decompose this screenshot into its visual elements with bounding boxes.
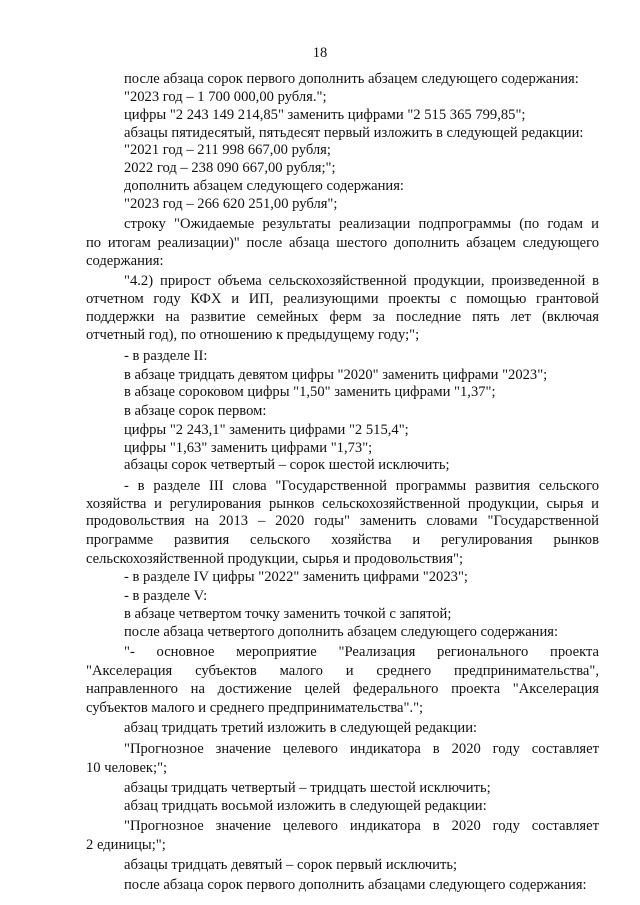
text-line: после абзаца четвертого дополнить абзацем следующего содержания: xyxy=(124,624,559,640)
text-line: 2022 год – 238 090 667,00 рубля;"; xyxy=(124,160,336,176)
text-line: "- основное мероприятие "Реализация регионального проекта xyxy=(124,644,599,660)
text-line: - в разделе IV цифры "2022" заменить цифрами "2023"; xyxy=(124,569,468,585)
text-line: абзац тридцать восьмой изложить в следующей редакции: xyxy=(124,798,487,814)
page-number: 18 xyxy=(312,45,328,61)
text-line: в абзаце сорок первом: xyxy=(124,403,267,419)
text-line: в абзаце сороковом цифры "1,50" заменить цифрами "1,37"; xyxy=(124,384,496,400)
text-line: после абзаца сорок первого дополнить абзацами следующего содержания: xyxy=(124,877,587,893)
text-line: "2021 год – 211 998 667,00 рубля; xyxy=(124,142,331,158)
text-line: отчетный год), по отношению к предыдущему году;"; xyxy=(86,327,420,343)
text-line: поддержки на развитие семейных ферм за последние пять лет (включая xyxy=(86,309,599,325)
text-line: программе развития сельского хозяйства и регулирования рынков xyxy=(86,532,599,548)
text-line: в абзаце четвертом точку заменить точкой с запятой; xyxy=(124,606,452,622)
text-line: 10 человек;"; xyxy=(86,760,168,776)
text-line: отчетном году КФХ и ИП, реализующими проекты с помощью грантовой xyxy=(86,291,599,307)
text-line: абзац тридцать третий изложить в следующей редакции: xyxy=(124,720,478,736)
text-line: абзацы тридцать девятый – сорок первый исключить; xyxy=(124,857,458,873)
text-line: - в разделе V: xyxy=(124,588,208,604)
text-line: хозяйства и регулирования рынков сельскохозяйственной продукции, сырья и xyxy=(86,496,599,512)
text-line: продовольствия на 2013 – 2020 годы" заменить словами "Государственной xyxy=(86,513,599,529)
text-line: сельскохозяйственной продукции, сырья и продовольствия"; xyxy=(86,551,464,567)
text-line: дополнить абзацем следующего содержания: xyxy=(124,178,404,194)
text-line: в абзаце тридцать девятом цифры "2020" заменить цифрами "2023"; xyxy=(124,367,548,383)
text-line: цифры "1,63" заменить цифрами "1,73"; xyxy=(124,440,373,456)
text-line: направленного на достижение целей федерального проекта "Акселерация xyxy=(86,681,599,697)
text-line: цифры "2 243 149 214,85" заменить цифрами "2 515 365 799,85"; xyxy=(124,107,526,123)
text-line: строку "Ожидаемые результаты реализации подпрограммы (по годам и xyxy=(124,216,599,232)
text-line: после абзаца сорок первого дополнить абзацем следующего содержания: xyxy=(124,71,579,87)
text-line: - в разделе II: xyxy=(124,348,208,364)
text-line: "2023 год – 266 620 251,00 рубля"; xyxy=(124,196,338,212)
text-line: абзацы сорок четвертый – сорок шестой исключить; xyxy=(124,457,450,473)
text-line: абзацы пятидесятый, пятьдесят первый изложить в следующей редакции: xyxy=(124,125,584,141)
text-line: 2 единицы;"; xyxy=(86,837,166,853)
text-line: цифры "2 243,1" заменить цифрами "2 515,4"; xyxy=(124,422,409,438)
text-line: "2023 год – 1 700 000,00 рубля."; xyxy=(124,89,327,105)
text-line: "4.2) прирост объема сельскохозяйственной продукции, произведенной в xyxy=(124,273,599,289)
text-line: содержания: xyxy=(86,253,164,269)
text-line: - в разделе III слова "Государственной программы развития сельского xyxy=(124,478,599,494)
text-line: абзацы тридцать четвертый – тридцать шестой исключить; xyxy=(124,780,491,796)
text-line: "Прогнозное значение целевого индикатора в 2020 году составляет xyxy=(124,818,599,834)
text-line: "Акселерация субъектов малого и среднего предпринимательства", xyxy=(86,663,599,679)
text-line: субъектов малого и среднего предпринимательства"."; xyxy=(86,700,424,716)
text-line: по итогам реализации)" после абзаца шестого дополнить абзацем следующего xyxy=(86,235,599,251)
text-line: "Прогнозное значение целевого индикатора в 2020 году составляет xyxy=(124,741,599,757)
